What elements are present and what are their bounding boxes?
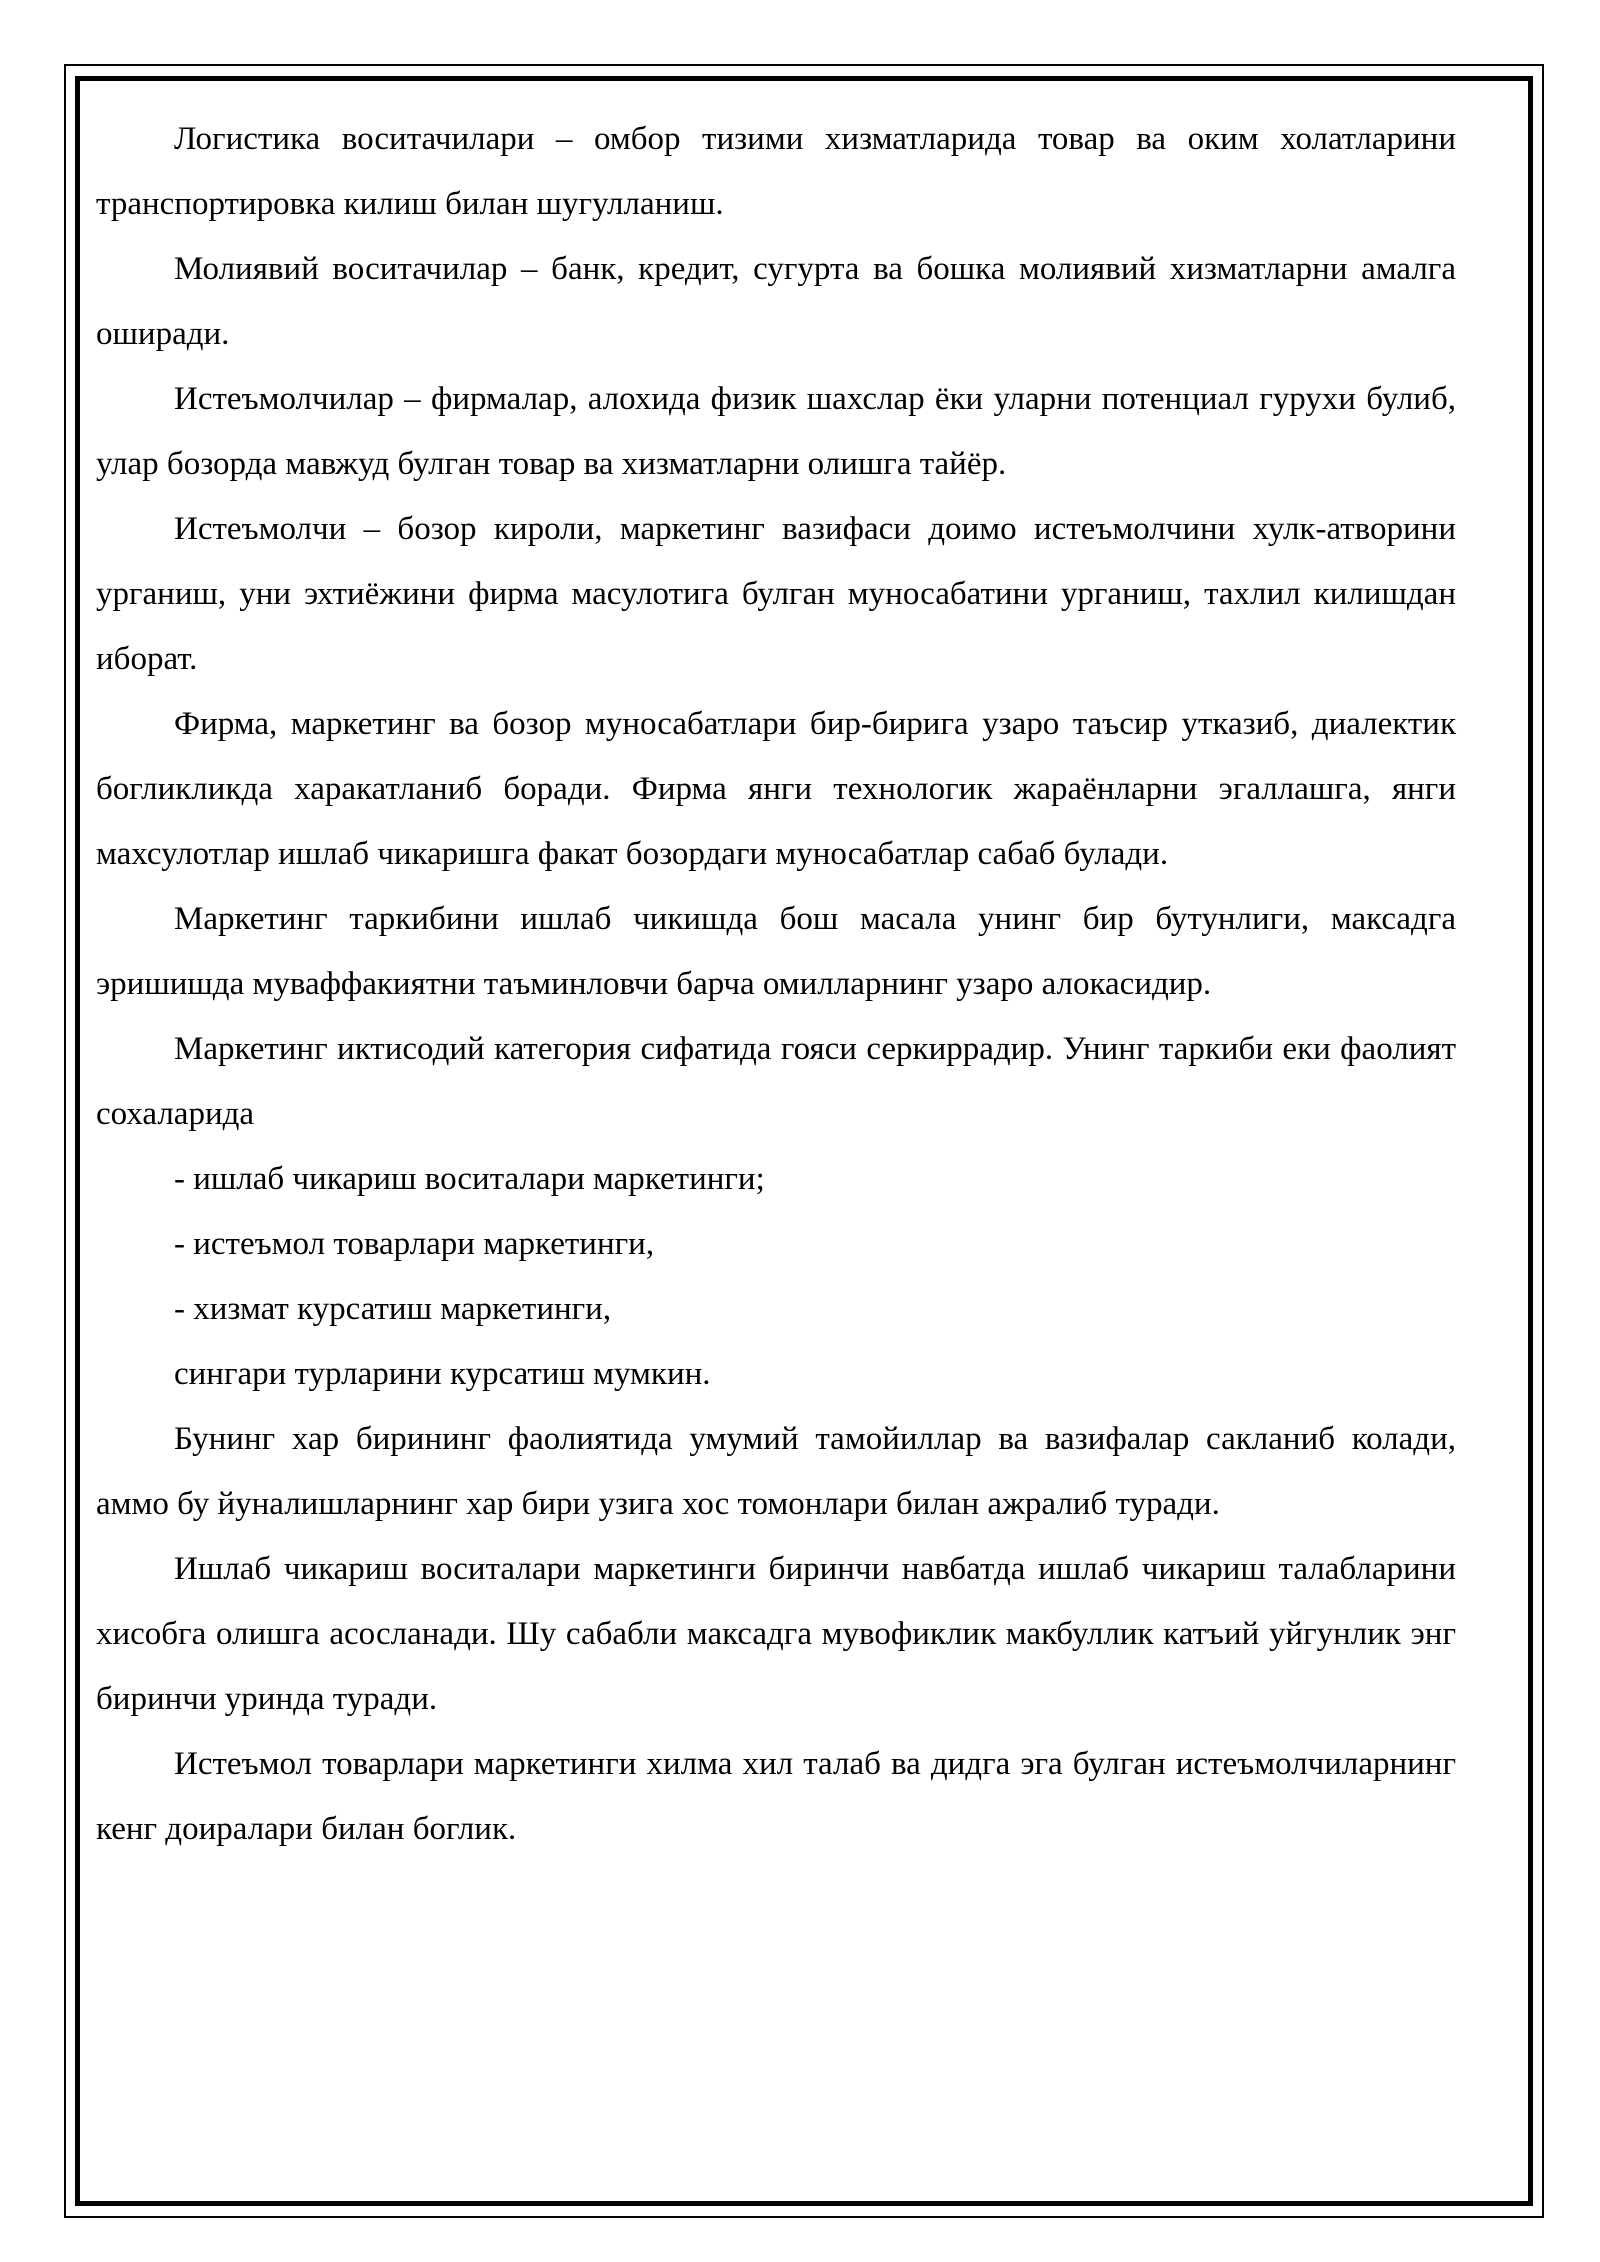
list-conclusion: сингари турларини курсатиш мумкин. xyxy=(174,1356,711,1392)
paragraph-common-principles: Бунинг хар бирининг фаолиятида умумий тамойиллар ва вазифалар сакланиб колади, аммо бу йуналишларнинг хар бири узига хос томонлари билан ажралиб туради. xyxy=(96,1421,1456,1522)
paragraph-marketing-category: Маркетинг иктисодий категория сифатида гояси серкиррадир. Унинг таркиби еки фаолият сохаларида xyxy=(96,1031,1456,1132)
paragraph-consumer-king: Истеъмолчи – бозор кироли, маркетинг вазифаси доимо истеъмолчини хулк-атворини урганиш, уни эхтиёжини фирма масулотига булган муносабатини урганиш, тахлил килишдан иборат. xyxy=(96,511,1456,677)
paragraph-logistics-intermediaries: Логистика воситачилари – омбор тизими хизматларида товар ва оким холатларини транспортировка килиш билан шугулланиш. xyxy=(96,121,1456,222)
list-item: - хизмат курсатиш маркетинги, xyxy=(174,1291,612,1327)
paragraph-industrial-marketing: Ишлаб чикариш воситалари маркетинги биринчи навбатда ишлаб чикариш талабларини хисобга олишга асосланади. Шу сабабли максадга мувофиклик макбуллик катъий уйгунлик энг биринчи уринда туради. xyxy=(96,1551,1456,1717)
list-item: - истеъмол товарлари маркетинги, xyxy=(174,1226,655,1262)
paragraph-financial-intermediaries: Молиявий воситачилар – банк, кредит, сугурта ва бошка молиявий хизматларни амалга оширади. xyxy=(96,251,1456,352)
paragraph-consumers: Истеъмолчилар – фирмалар, алохида физик шахслар ёки уларни потенциал гурухи булиб, улар бозорда мавжуд булган товар ва хизматларни олишга тайёр. xyxy=(96,381,1456,482)
document-body xyxy=(96,107,1456,1862)
paragraph-firm-market-relations: Фирма, маркетинг ва бозор муносабатлари бир-бирига узаро таъсир утказиб, диалектик богликликда харакатланиб боради. Фирма янги технологик жараёнларни эгаллашга, янги махсулотлар ишлаб чикаришга факат бозордаги муносабатлар сабаб булади. xyxy=(96,706,1456,872)
list-item: - ишлаб чикариш воситалари маркетинги; xyxy=(174,1161,765,1197)
paragraph-marketing-structure: Маркетинг таркибини ишлаб чикишда бош масала унинг бир бутунлиги, максадга эришишда муваффакиятни таъминловчи барча омилларнинг узаро алокасидир. xyxy=(96,901,1456,1002)
paragraph-consumer-goods-marketing: Истеъмол товарлари маркетинги хилма хил талаб ва дидга эга булган истеъмолчиларнинг кенг доиралари билан боглик. xyxy=(96,1746,1456,1847)
